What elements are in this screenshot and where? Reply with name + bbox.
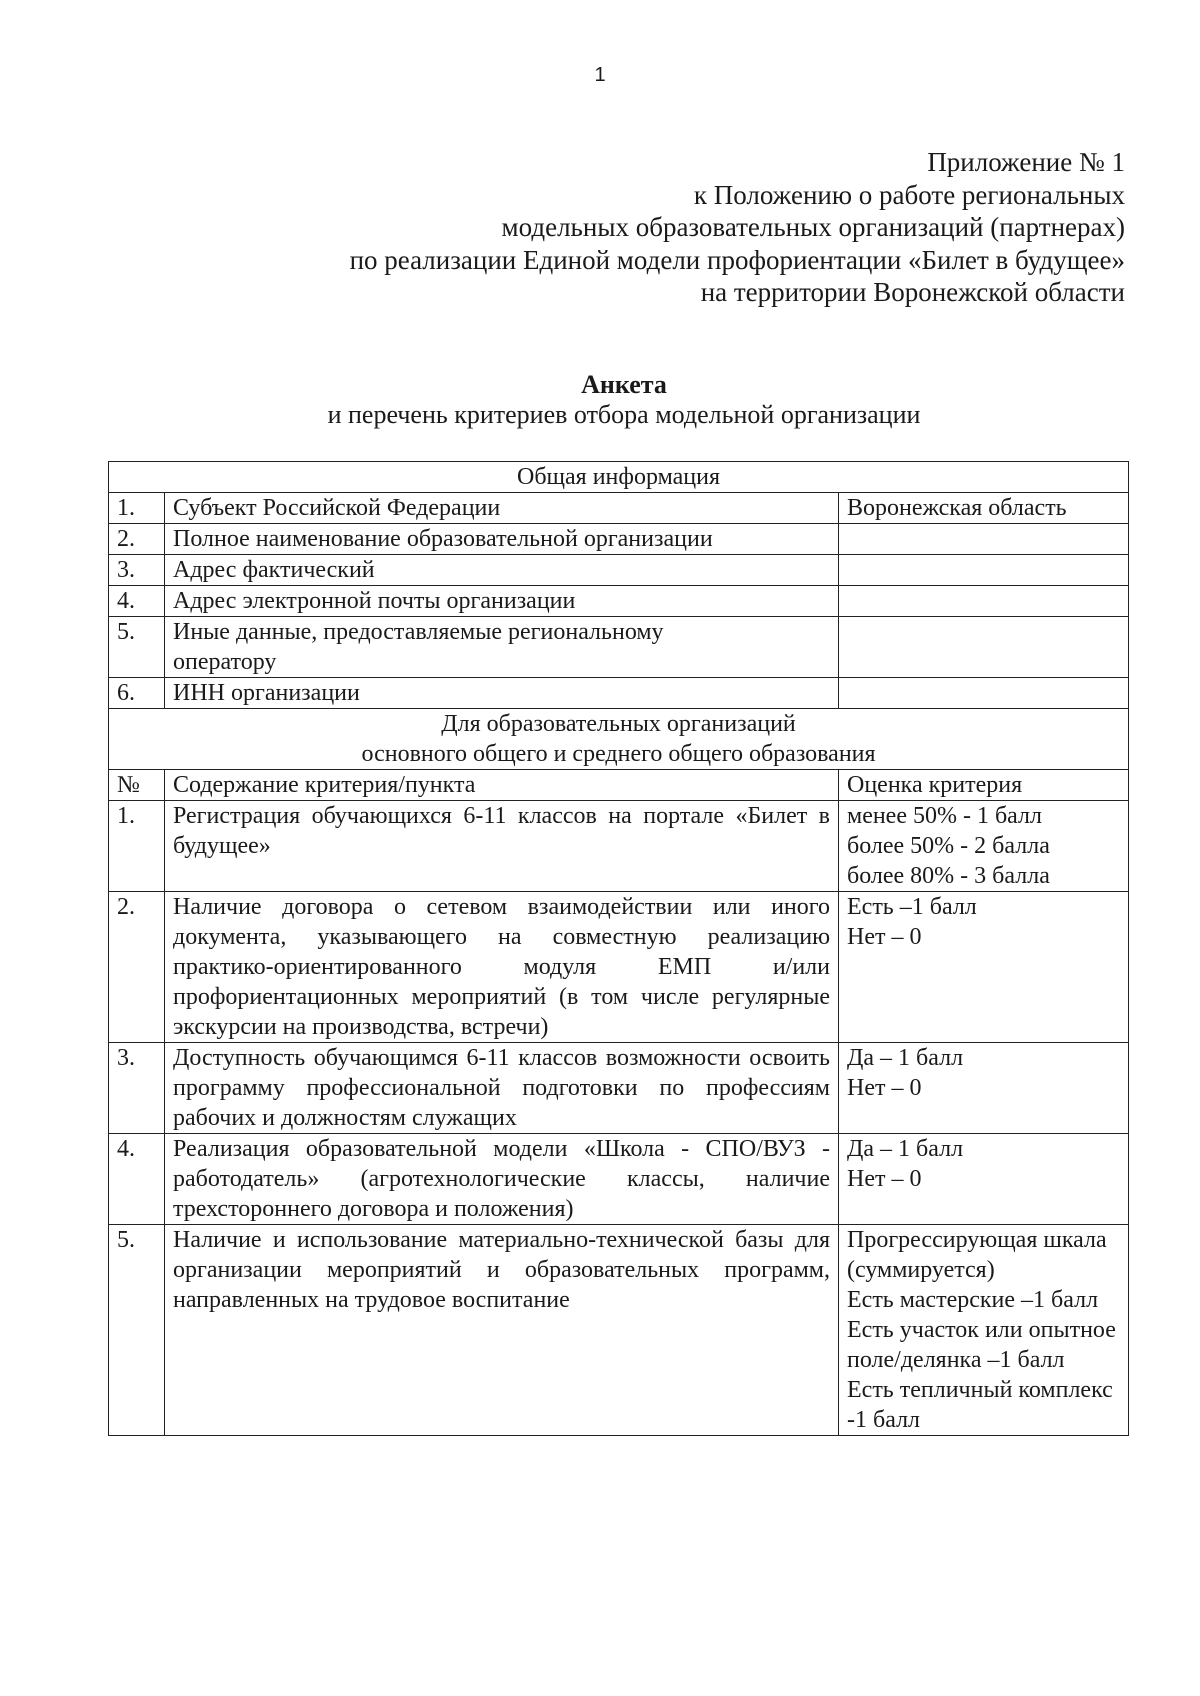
column-header-score: Оценка критерия bbox=[839, 770, 1129, 801]
field-value bbox=[839, 555, 1129, 586]
criteria-row bbox=[109, 801, 1129, 892]
appendix-line: модельных образовательных организаций (партнерах) bbox=[501, 212, 1125, 242]
row-number: 1. bbox=[109, 801, 165, 892]
row-number: 5. bbox=[109, 1225, 165, 1436]
criterion-content: Доступность обучающимся 6-11 классов возможности освоить программу профессиональной подготовки по профессиям рабочих и должностям служащих bbox=[165, 1043, 839, 1134]
field-label: Адрес электронной почты организации bbox=[165, 586, 839, 617]
table-row bbox=[109, 524, 1129, 555]
appendix-header bbox=[225, 146, 1125, 309]
general-info-heading: Общая информация bbox=[109, 462, 1129, 493]
field-value bbox=[839, 586, 1129, 617]
criterion-score: Есть –1 балл Нет – 0 bbox=[839, 892, 1129, 1043]
field-label: Иные данные, предоставляемые региональному оператору bbox=[165, 617, 839, 678]
field-label: Субъект Российской Федерации bbox=[165, 493, 839, 524]
field-value: Воронежская область bbox=[839, 493, 1129, 524]
column-header-content: Содержание критерия/пункта bbox=[165, 770, 839, 801]
appendix-line: на территории Воронежской области bbox=[700, 277, 1125, 307]
row-number: 4. bbox=[109, 1134, 165, 1225]
criterion-content: Наличие договора о сетевом взаимодействии или иного документа, указывающего на совместную реализацию практико-ориентированного модуля ЕМП и/или профориентационных мероприятий (в том числе регулярные экскурсии на производства, встречи) bbox=[165, 892, 839, 1043]
criterion-content: Реализация образовательной модели «Школа - СПО/ВУЗ - работодатель» (агротехнологические классы, наличие трехстороннего договора и положения) bbox=[165, 1134, 839, 1225]
appendix-line: к Положению о работе региональных bbox=[693, 179, 1125, 210]
table-row bbox=[109, 555, 1129, 586]
row-number: 1. bbox=[109, 493, 165, 524]
column-header-number: № bbox=[109, 770, 165, 801]
table-row bbox=[109, 678, 1129, 709]
criteria-row bbox=[109, 892, 1129, 1043]
criteria-column-headers bbox=[109, 770, 1129, 801]
row-number: 5. bbox=[109, 617, 165, 678]
document-subtitle: и перечень критериев отбора модельной организации bbox=[327, 400, 921, 429]
criterion-score: менее 50% - 1 балл более 50% - 2 балла более 80% - 3 балла bbox=[839, 801, 1129, 892]
criterion-score: Да – 1 балл Нет – 0 bbox=[839, 1134, 1129, 1225]
table-row bbox=[109, 493, 1129, 524]
criterion-score: Да – 1 балл Нет – 0 bbox=[839, 1043, 1129, 1134]
questionnaire-table bbox=[108, 461, 1129, 1436]
field-label: ИНН организации bbox=[165, 678, 839, 709]
criteria-heading-line: Для образовательных организаций bbox=[441, 711, 796, 737]
criterion-content: Регистрация обучающихся 6-11 классов на портале «Билет в будущее» bbox=[165, 801, 839, 892]
criterion-content: Наличие и использование материально-технической базы для организации мероприятий и образовательных программ, направленных на трудовое воспитание bbox=[165, 1225, 839, 1436]
appendix-line: по реализации Единой модели профориентации «Билет в будущее» bbox=[349, 244, 1125, 275]
criteria-row bbox=[109, 1134, 1129, 1225]
criteria-row bbox=[109, 1225, 1129, 1436]
row-number: 2. bbox=[109, 892, 165, 1043]
field-label: Полное наименование образовательной организации bbox=[165, 524, 839, 555]
criterion-score: Прогрессирующая шкала (суммируется) Есть мастерские –1 балл Есть участок или опытное поле/делянка –1 балл Есть тепличный комплекс -1 балл bbox=[839, 1225, 1129, 1436]
criteria-heading-line: основного общего и среднего общего образования bbox=[361, 741, 876, 767]
table-row bbox=[109, 617, 1129, 678]
criteria-row bbox=[109, 1043, 1129, 1134]
criteria-heading bbox=[109, 709, 1129, 770]
criteria-heading-row bbox=[109, 709, 1129, 770]
field-value bbox=[839, 617, 1129, 678]
row-number: 6. bbox=[109, 678, 165, 709]
table-row bbox=[109, 586, 1129, 617]
row-number: 2. bbox=[109, 524, 165, 555]
general-info-heading-row bbox=[109, 462, 1129, 493]
row-number: 4. bbox=[109, 586, 165, 617]
document-title: Анкета bbox=[581, 370, 667, 399]
field-value bbox=[839, 524, 1129, 555]
row-number: 3. bbox=[109, 1043, 165, 1134]
appendix-line: Приложение № 1 bbox=[927, 147, 1125, 177]
row-number: 3. bbox=[109, 555, 165, 586]
page-number: 1 bbox=[594, 64, 606, 86]
field-value bbox=[839, 678, 1129, 709]
field-label: Адрес фактический bbox=[165, 555, 839, 586]
